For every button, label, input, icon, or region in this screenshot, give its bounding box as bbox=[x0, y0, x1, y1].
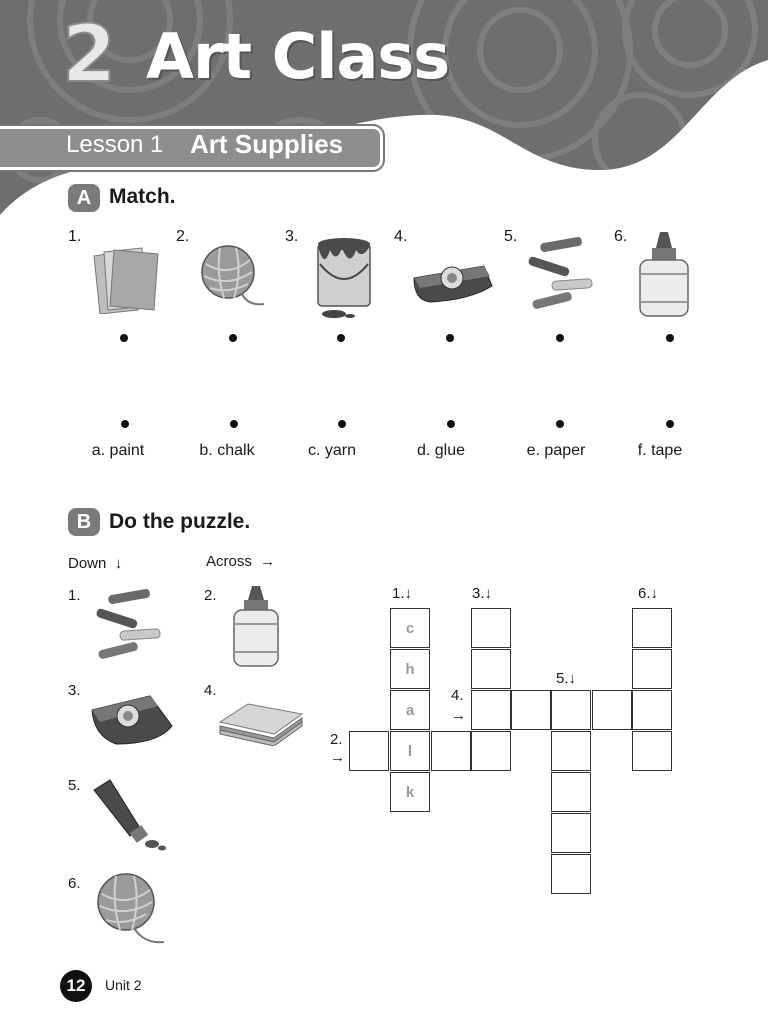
match-dot-bottom-e[interactable] bbox=[556, 420, 564, 428]
clue-yarn-picture bbox=[94, 872, 166, 948]
section-b-badge: B bbox=[68, 508, 100, 536]
down-arrow-icon: ↓ bbox=[110, 555, 123, 572]
right-arrow-icon: → bbox=[256, 553, 276, 570]
down-heading bbox=[68, 556, 122, 572]
grid-cell[interactable] bbox=[471, 731, 511, 771]
right-arrow-icon: → bbox=[330, 749, 345, 766]
across-clue-4: 4. bbox=[204, 682, 217, 699]
match-dot-bottom-b[interactable] bbox=[230, 420, 238, 428]
across-label: Across bbox=[206, 553, 252, 570]
glue-picture bbox=[636, 230, 692, 320]
match-word-tape: f. tape bbox=[637, 442, 683, 459]
grid-number-2-text: 2. bbox=[330, 731, 343, 748]
match-dot-top-4[interactable] bbox=[446, 334, 454, 342]
grid-number-5 bbox=[556, 671, 576, 687]
grid-cell[interactable] bbox=[551, 813, 591, 853]
grid-cell[interactable] bbox=[632, 690, 672, 730]
match-number-2: 2. bbox=[176, 228, 190, 245]
down-clue-3: 3. bbox=[68, 682, 81, 699]
grid-cell[interactable] bbox=[511, 690, 551, 730]
match-dot-bottom-d[interactable] bbox=[447, 420, 455, 428]
section-b-title: Do the puzzle. bbox=[109, 510, 251, 533]
grid-cell[interactable]: a bbox=[390, 690, 430, 730]
grid-cell[interactable] bbox=[551, 731, 591, 771]
grid-number-3 bbox=[472, 586, 492, 602]
grid-number-5-text: 5. bbox=[556, 670, 569, 687]
match-number-3: 3. bbox=[285, 228, 299, 245]
clue-tape-dispenser-picture bbox=[88, 690, 174, 748]
grid-cell[interactable] bbox=[551, 772, 591, 812]
match-number-1: 1. bbox=[68, 228, 82, 245]
match-dot-top-6[interactable] bbox=[666, 334, 674, 342]
grid-cell[interactable]: c bbox=[390, 608, 430, 648]
grid-number-2 bbox=[330, 732, 343, 748]
grid-number-6 bbox=[638, 586, 658, 602]
match-dot-bottom-f[interactable] bbox=[666, 420, 674, 428]
lesson-name: Art Supplies bbox=[190, 129, 344, 159]
grid-number-1 bbox=[392, 586, 412, 602]
footer-unit-label: Unit 2 bbox=[105, 977, 142, 993]
match-word-glue: d. glue bbox=[416, 442, 466, 459]
paper-picture bbox=[92, 244, 166, 314]
match-dot-bottom-a[interactable] bbox=[121, 420, 129, 428]
match-dot-top-1[interactable] bbox=[120, 334, 128, 342]
grid-cell[interactable]: h bbox=[390, 649, 430, 689]
grid-number-1-text: 1. bbox=[392, 585, 405, 602]
section-a-title: Match. bbox=[109, 185, 176, 208]
match-number-6: 6. bbox=[614, 228, 628, 245]
right-arrow-icon: → bbox=[451, 707, 466, 724]
match-dot-bottom-c[interactable] bbox=[338, 420, 346, 428]
match-word-paint: a. paint bbox=[91, 442, 145, 459]
down-clue-5: 5. bbox=[68, 777, 81, 794]
lesson-label: Lesson 1 bbox=[66, 131, 164, 158]
match-dot-top-5[interactable] bbox=[556, 334, 564, 342]
across-heading bbox=[206, 554, 275, 570]
unit-number: 2 bbox=[62, 10, 115, 100]
yarn-picture bbox=[198, 244, 268, 308]
grid-cell[interactable] bbox=[471, 690, 511, 730]
paint-can-picture bbox=[312, 234, 376, 320]
grid-cell[interactable] bbox=[551, 690, 591, 730]
grid-number-3-text: 3. bbox=[472, 585, 485, 602]
grid-cell[interactable]: l bbox=[390, 731, 430, 771]
tape-dispenser-picture bbox=[410, 256, 494, 306]
grid-cell[interactable] bbox=[632, 608, 672, 648]
down-arrow-icon: ↓ bbox=[484, 585, 493, 602]
clue-glue-picture bbox=[232, 584, 280, 668]
grid-cell[interactable] bbox=[471, 608, 511, 648]
unit-title: Art Class bbox=[146, 20, 450, 93]
grid-cell[interactable] bbox=[349, 731, 389, 771]
across-clue-2: 2. bbox=[204, 587, 217, 604]
match-dot-top-3[interactable] bbox=[337, 334, 345, 342]
grid-number-6-text: 6. bbox=[638, 585, 651, 602]
grid-number-4 bbox=[451, 688, 464, 704]
down-arrow-icon: ↓ bbox=[568, 670, 577, 687]
match-word-yarn: c. yarn bbox=[307, 442, 356, 459]
match-number-5: 5. bbox=[504, 228, 518, 245]
chalk-picture bbox=[524, 234, 596, 314]
grid-cell[interactable] bbox=[592, 690, 632, 730]
paint-tube-picture bbox=[90, 778, 170, 854]
page-number: 12 bbox=[60, 970, 92, 1002]
down-clue-6: 6. bbox=[68, 875, 81, 892]
clue-paper-picture bbox=[218, 700, 304, 746]
grid-cell[interactable]: k bbox=[390, 772, 430, 812]
grid-cell[interactable] bbox=[632, 731, 672, 771]
down-arrow-icon: ↓ bbox=[650, 585, 659, 602]
grid-number-4-text: 4. bbox=[451, 687, 464, 704]
grid-cell[interactable] bbox=[551, 854, 591, 894]
match-dot-top-2[interactable] bbox=[229, 334, 237, 342]
down-arrow-icon: ↓ bbox=[404, 585, 413, 602]
grid-cell[interactable] bbox=[632, 649, 672, 689]
down-label: Down bbox=[68, 555, 107, 572]
down-clue-1: 1. bbox=[68, 587, 81, 604]
grid-cell[interactable] bbox=[471, 649, 511, 689]
section-a-badge: A bbox=[68, 184, 100, 212]
match-word-paper: e. paper bbox=[526, 442, 586, 459]
grid-cell[interactable] bbox=[431, 731, 471, 771]
match-number-4: 4. bbox=[394, 228, 408, 245]
clue-chalk-picture bbox=[92, 586, 164, 664]
match-word-chalk: b. chalk bbox=[199, 442, 255, 459]
